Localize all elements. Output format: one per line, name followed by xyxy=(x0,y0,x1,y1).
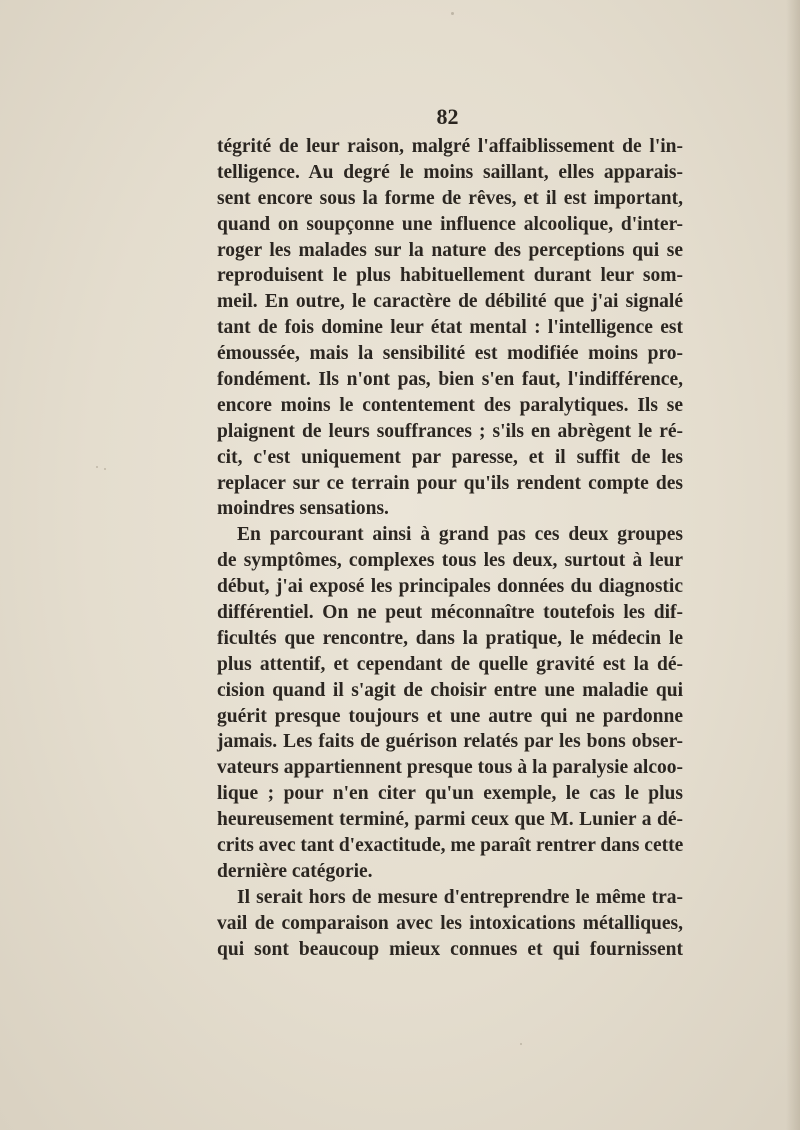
text-line: tégrité de leur raison, malgré l'affaiblissement de l'in- xyxy=(217,136,683,157)
text-line: lique ; pour n'en citer qu'un exemple, le cas le plus xyxy=(217,783,683,805)
text-line: encore moins le contentement des paralytiques. Ils se xyxy=(217,394,683,416)
text-line: différentiel. On ne peut méconnaître toutefois les dif- xyxy=(217,602,683,624)
text-line: tant de fois domine leur état mental : l'intelligence est xyxy=(217,317,683,339)
text-line: sent encore sous la forme de rêves, et il est important, xyxy=(217,187,683,209)
page-edge-shadow xyxy=(786,0,800,1130)
text-line: jamais. Les faits de guérison relatés par les bons obser- xyxy=(217,731,683,753)
paragraph-start-line: En parcourant ainsi à grand pas ces deux groupes xyxy=(237,524,683,546)
page-number: 82 xyxy=(436,104,459,129)
paragraph-start-line: Il serait hors de mesure d'entreprendre le même tra- xyxy=(237,886,683,908)
text-line: heureusement terminé, parmi ceux que M. Lunier a dé- xyxy=(217,809,683,831)
text-line: meil. En outre, le caractère de débilité que j'ai signalé xyxy=(217,291,683,313)
text-line: plaignent de leurs souffrances ; s'ils en abrègent le ré- xyxy=(217,420,683,442)
text-line: crits avec tant d'exactitude, me paraît rentrer dans cette xyxy=(217,835,684,857)
text-line: émoussée, mais la sensibilité est modifiée moins pro- xyxy=(217,343,683,365)
text-line: vail de comparaison avec les intoxications métalliques, xyxy=(217,912,683,934)
text-line: reproduisent le plus habituellement durant leur som- xyxy=(217,265,683,287)
text-line: fondément. Ils n'ont pas, bien s'en faut, l'indifférence, xyxy=(217,369,683,391)
text-line: quand on soupçonne une influence alcoolique, d'inter- xyxy=(217,213,683,235)
text-line: début, j'ai exposé les principales données du diagnostic xyxy=(217,576,683,598)
paragraph-end-line: dernière catégorie. xyxy=(217,860,373,882)
body-text xyxy=(217,134,683,963)
text-line: vateurs appartiennent presque tous à la paralysie alcoo- xyxy=(217,757,683,779)
text-line: cit, c'est uniquement par paresse, et il suffit de les xyxy=(217,446,683,468)
text-line: replacer sur ce terrain pour qu'ils rendent compte des xyxy=(217,472,683,494)
paragraph-end-line: moindres sensations. xyxy=(217,498,389,520)
text-line: qui sont beaucoup mieux connues et qui fournissent xyxy=(217,938,683,960)
paper-speck xyxy=(451,12,454,15)
text-line: roger les malades sur la nature des perceptions qui se xyxy=(217,239,683,261)
paper-speck xyxy=(96,466,98,468)
text-line: telligence. Au degré le moins saillant, elles apparais- xyxy=(217,161,683,183)
paper-speck xyxy=(520,1043,522,1045)
text-line: de symptômes, complexes tous les deux, surtout à leur xyxy=(217,550,683,572)
text-line: plus attentif, et cependant de quelle gravité est la dé- xyxy=(217,653,683,675)
text-line: cision quand il s'agit de choisir entre une maladie qui xyxy=(217,679,683,701)
text-line: ficultés que rencontre, dans la pratique, le médecin le xyxy=(217,627,683,649)
paper-speck xyxy=(104,468,106,470)
text-line: guérit presque toujours et une autre qui ne pardonne xyxy=(217,705,683,727)
